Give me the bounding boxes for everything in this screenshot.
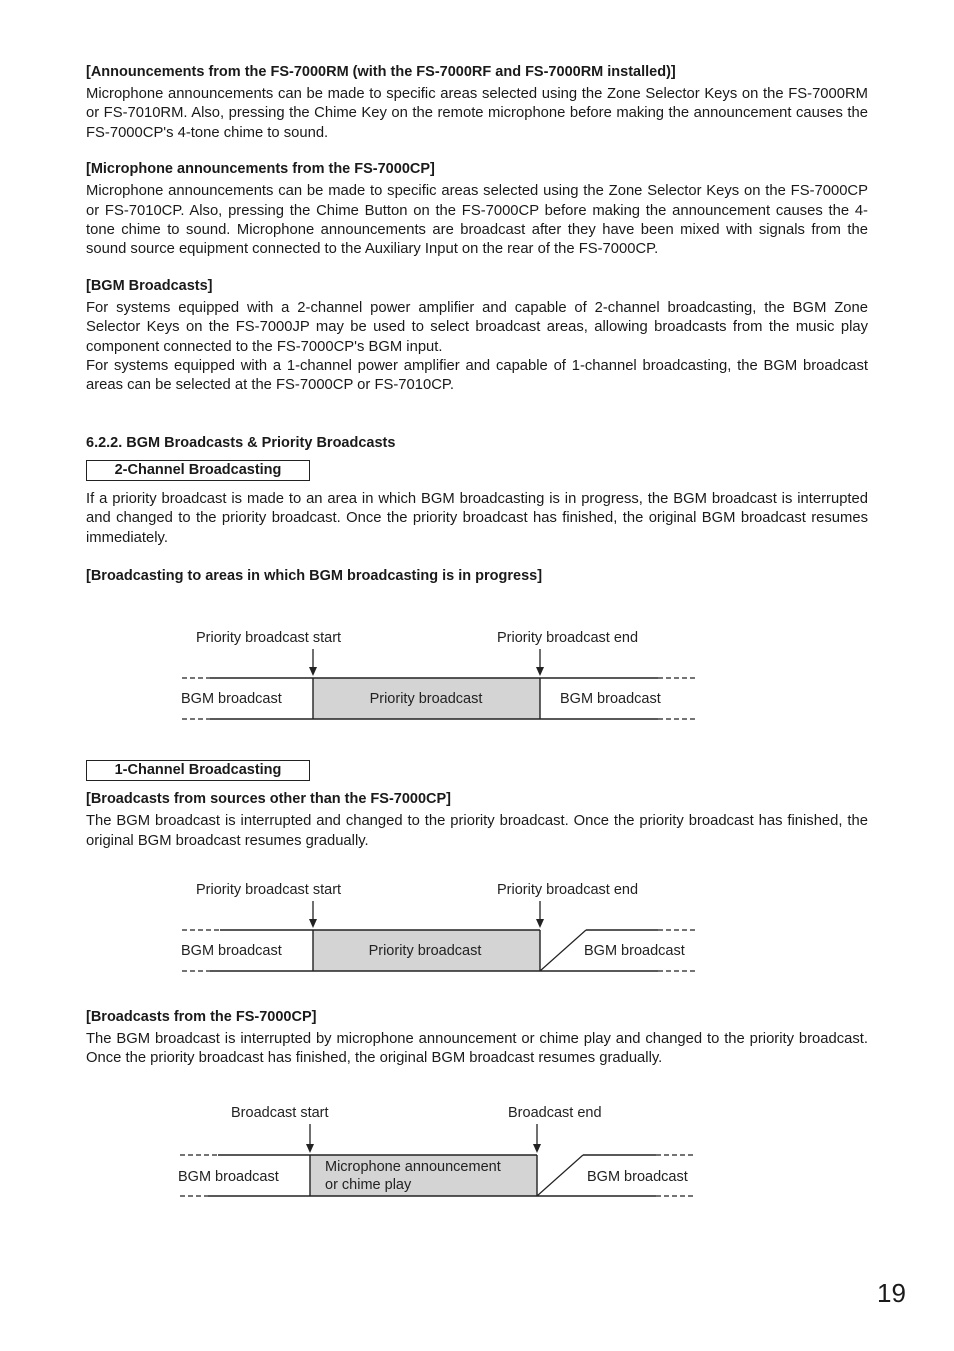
start-arrow-icon [306, 1144, 314, 1153]
end-arrow-icon [533, 1144, 541, 1153]
announcement-label-line1: Microphone announcement [325, 1158, 501, 1175]
two-channel-label: 2-Channel Broadcasting [86, 460, 310, 481]
one-channel-label: 1-Channel Broadcasting [86, 760, 310, 781]
section-heading: [Microphone announcements from the FS-7000CP] [86, 161, 435, 178]
priority-label: Priority broadcast [369, 691, 483, 708]
bgm-left-label: BGM broadcast [178, 1168, 279, 1185]
start-arrow-icon [309, 667, 317, 676]
section-heading: [Announcements from the FS-7000RM (with the FS-7000RF and FS-7000RM installed)] [86, 64, 676, 80]
one-channel-body-2: The BGM broadcast is interrupted by microphone announcement or chime play and changed to the priority broadcast. Once the priority broadcast has finished, the original BGM broadcast resumes gradually. [86, 1030, 868, 1067]
end-label: Priority broadcast end [497, 881, 639, 898]
start-label: Priority broadcast start [196, 630, 342, 647]
section-body: Microphone announcements can be made to specific areas selected using the Zone Selector Keys on the FS-7000RM or FS-7010RM. Also, pressing the Chime Key on the remote microphone before making the announcement causes the FS-7000CP's 4-tone chime to sound. [86, 86, 868, 141]
end-arrow-icon [536, 667, 544, 676]
one-channel-heading-1: [Broadcasts from sources other than the FS-7000CP] [86, 791, 452, 808]
fade-in-ramp [537, 1155, 583, 1196]
bgm-left-label: BGM broadcast [181, 691, 282, 708]
timing-diagram-fs7000cp [86, 1069, 868, 1209]
timing-diagram-two-channel [86, 586, 868, 732]
fade-in-ramp [540, 930, 586, 971]
end-arrow-icon [536, 919, 544, 928]
section-heading: [BGM Broadcasts] [86, 277, 213, 294]
bgm-left-label: BGM broadcast [181, 942, 282, 959]
start-label: Priority broadcast start [196, 881, 342, 898]
announcement-label-line2: or chime play [325, 1176, 412, 1193]
section-body: Microphone announcements can be made to specific areas selected using the Zone Selector Keys on the FS-7000CP or FS-7010CP. Also, pressing the Chime Button on the FS-7000CP before making the announcement causes the 4-tone chime to sound. Microphone announcements are broadcast after they have been mixed with signals from the sound source equipment connected to the Auxiliary Input on the rear of the FS-7000CP. [86, 183, 868, 258]
subsection-title: 6.2.2. BGM Broadcasts & Priority Broadcasts [86, 434, 396, 451]
end-label: Broadcast end [508, 1104, 602, 1121]
start-arrow-icon [309, 919, 317, 928]
bgm-right-label: BGM broadcast [584, 942, 685, 959]
section-body-continued: For systems equipped with a 1-channel power amplifier and capable of 1-channel broadcasting, the BGM broadcast areas can be selected at the FS-7000CP or FS-7010CP. [86, 358, 868, 394]
bgm-right-label: BGM broadcast [560, 691, 661, 708]
two-channel-body: If a priority broadcast is made to an area in which BGM broadcasting is in progress, the BGM broadcast is interrupted and changed to the priority broadcast. Once the priority broadcast has finished, the original BGM broadcast resumes immediately. [86, 490, 868, 546]
one-channel-body-1: The BGM broadcast is interrupted and changed to the priority broadcast. Once the priority broadcast has finished, the original BGM broadcast resumes gradually. [86, 813, 868, 849]
start-label: Broadcast start [231, 1104, 329, 1121]
two-channel-heading: [Broadcasting to areas in which BGM broadcasting is in progress] [86, 568, 543, 585]
timing-diagram-one-channel [86, 851, 868, 993]
page-content [86, 62, 868, 1209]
bgm-right-label: BGM broadcast [587, 1168, 688, 1185]
page-number: 19 [877, 1278, 906, 1308]
one-channel-heading-2: [Broadcasts from the FS-7000CP] [86, 1008, 317, 1025]
end-label: Priority broadcast end [497, 630, 639, 647]
section-body: For systems equipped with a 2-channel power amplifier and capable of 2-channel broadcasting, the BGM Zone Selector Keys on the FS-7000JP may be used to select broadcast areas, allowing broadcasts from the music play component connected to the FS-7000CP's BGM input. [86, 299, 868, 355]
priority-label: Priority broadcast [368, 942, 482, 959]
